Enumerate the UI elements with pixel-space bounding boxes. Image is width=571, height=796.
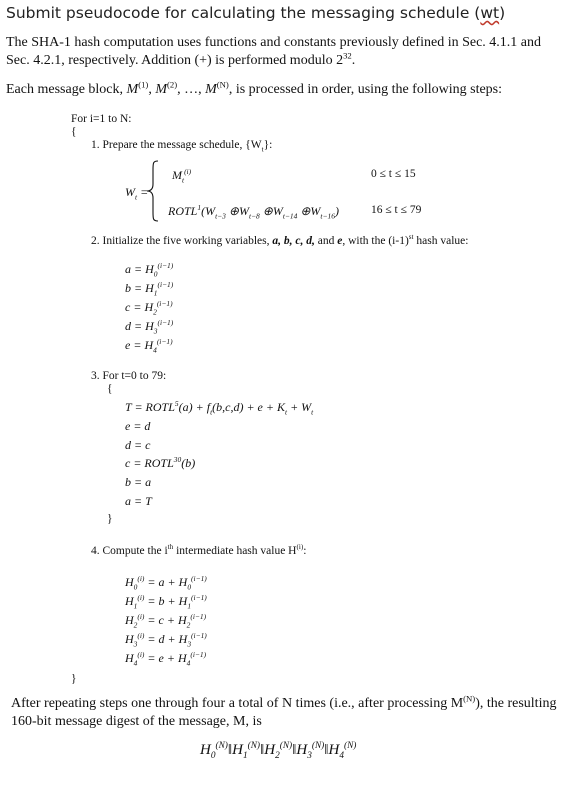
loop-line-c: $c = ROTL^{30}(b)$	[125, 455, 196, 470]
step3-open-brace: {	[107, 383, 113, 395]
loop-line-d: d = c	[125, 438, 151, 452]
schedule-case-1: $M_t^{(i)}$	[172, 167, 192, 185]
schedule-brace-icon	[145, 160, 163, 222]
step3-label: 3. For t=0 to 79:	[91, 370, 167, 382]
for-line: For i=1 to N:	[71, 113, 132, 125]
init-line-c: $c = H_2^{(i-1)}$	[125, 299, 173, 317]
intro-line-1: The SHA-1 hash computation uses functions and constants previously defined in Sec. 4.1.1 and	[6, 35, 542, 50]
hash-line-4: $H_4^{(i)} = e + H_4^{(i-1)}$	[125, 650, 207, 668]
step3-close-brace: }	[107, 513, 113, 525]
blocks-line: Each message block, $M^{(1)}$, $M^{(2)}$, …, $M^{(N)}$, is processed in order, using the following steps:	[6, 79, 503, 97]
outro-line-2: 160-bit message digest of the message, M, is	[11, 714, 262, 729]
hash-line-1: $H_1^{(i)} = b + H_1^{(i-1)}$	[125, 593, 207, 611]
schedule-case-2-cond: 16 ≤ t ≤ 79	[371, 204, 422, 216]
step1-label: 1. Prepare the message schedule, $\{W_t\}$:	[91, 139, 273, 154]
init-line-d: $d = H_3^{(i-1)}$	[125, 318, 174, 336]
hash-line-0: $H_0^{(i)} = a + H_0^{(i-1)}$	[125, 574, 207, 592]
schedule-lhs: $W_t$ =	[125, 185, 149, 202]
page-title	[6, 4, 505, 22]
loop-line-e: e = d	[125, 419, 151, 433]
outer-close-brace: }	[71, 673, 77, 685]
hash-line-3: $H_3^{(i)} = d + H_3^{(i-1)}$	[125, 631, 207, 649]
title-tag: (wt)	[474, 4, 506, 22]
intro-paragraph	[6, 34, 566, 70]
schedule-case-2: $ROTL^1(W_{t-3}$ $\oplus W_{t-8}$ $\oplus W_{t-14}$ $\oplus W_{t-16}$)	[168, 203, 339, 221]
outro-line-1: After repeating steps one through four a total of N times (i.e., after processing $M^{(N)}$), the resulting	[11, 693, 557, 711]
loop-line-a: a = T	[125, 494, 152, 508]
init-line-e: $e = H_4^{(i-1)}$	[125, 337, 173, 355]
step4-label: 4. Compute the $i^{th}$ intermediate hash value $H^{(i)}$:	[91, 543, 307, 557]
loop-line-T: $T = ROTL^5(a) + f_t(b,c,d) + e + K_t + W_t$	[125, 399, 314, 417]
outer-open-brace: {	[71, 126, 77, 138]
outro-paragraph	[11, 695, 566, 731]
init-line-b: $b = H_1^{(i-1)}$	[125, 280, 174, 298]
step2-label: 2. Initialize the five working variables, a, b, c, d, and e, with the $(i-1)^{st}$ hash value:	[91, 233, 469, 247]
hash-line-2: $H_2^{(i)} = c + H_2^{(i-1)}$	[125, 612, 207, 630]
loop-line-b: b = a	[125, 475, 152, 489]
title-text: Submit pseudocode for calculating the messaging schedule	[6, 4, 470, 22]
message-digest: $H_0^{(N)}‖H_1^{(N)}‖H_2^{(N)}‖H_3^{(N)}‖H_4^{(N)}$	[200, 741, 357, 761]
init-line-a: $a = H_0^{(i-1)}$	[125, 261, 174, 279]
intro-line-2: Sec. 4.2.1, respectively. Addition (+) is performed modulo $2^{32}$.	[6, 50, 356, 68]
schedule-case-1-cond: 0 ≤ t ≤ 15	[371, 168, 416, 180]
